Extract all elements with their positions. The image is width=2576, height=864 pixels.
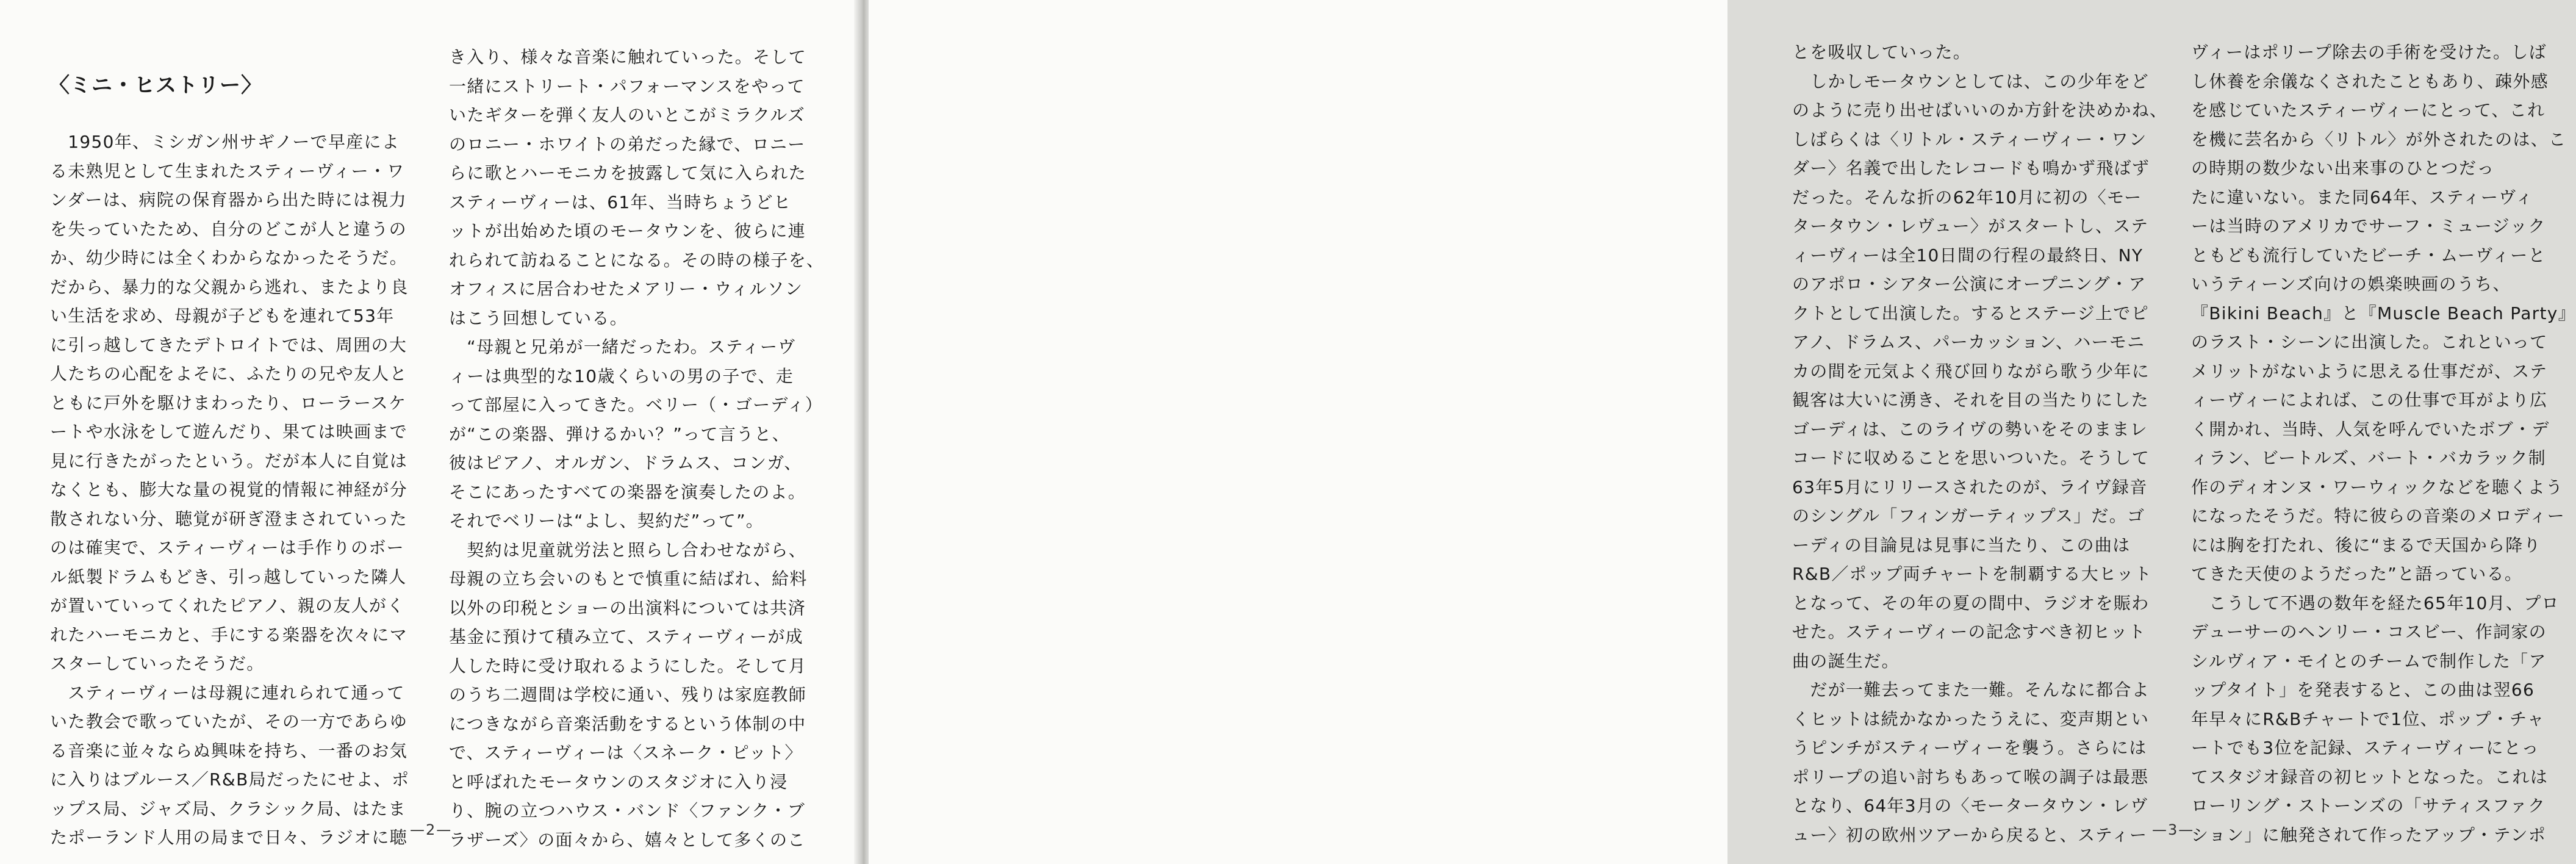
text-line: り、腕の立つハウス・バンド〈ファンク・ブ	[449, 801, 806, 821]
text-line: が置いていってくれたピアノ、親の友人がく	[50, 596, 405, 616]
text-line: R&B／ポップ両チャートを制覇する大ヒット	[1792, 564, 2153, 584]
text-line: ーディの目論見は見事に当たり、この曲は	[1792, 535, 2131, 555]
text-line: しかしモータウンとしては、この少年をど	[1792, 71, 2149, 92]
text-line: タータウン・レヴュー〉がスタートし、ステ	[1792, 216, 2149, 236]
text-line: だが一難去ってまた一難。そんなに都合よ	[1792, 680, 2150, 700]
text-line: ル紙製ドラムもどき、引っ越していった隣人	[50, 566, 407, 587]
text-line: か、幼少時には全くわからなかったそうだ。	[50, 248, 408, 268]
text-line: 作のディオンヌ・ワーウィックなどを聴くよう	[2191, 477, 2564, 497]
text-line: 1950年、ミシガン州サギノーで早産によ	[50, 132, 400, 152]
text-line: たポーランド人用の局まで日々、ラジオに聴	[50, 827, 408, 848]
text-line: 一緒にストリート・パフォーマンスをやって	[449, 76, 805, 96]
left-page-column-2	[449, 43, 824, 854]
text-line: ション」に触発されて作ったアップ・テンポ	[2191, 824, 2547, 845]
text-line: る音楽に並々ならぬ興味を持ち、一番のお気	[50, 740, 408, 761]
text-line: ンダーは、病院の保育器から出た時には視力	[50, 190, 407, 210]
text-line: なくとも、膨大な量の視覚的情報に神経が分	[50, 480, 408, 500]
text-line: せた。スティーヴィーの記念すべき初ヒット	[1792, 622, 2147, 642]
text-line: スティーヴィーは、61年、当時ちょうどヒ	[449, 192, 792, 212]
text-line: 以外の印税とショーの出演料については共済	[449, 597, 806, 618]
text-line: 母親の立ち会いのもとで慎重に結ばれ、給料	[449, 569, 808, 589]
text-line: い生活を求め、母親が子どもを連れて53年	[50, 306, 395, 326]
text-line: ュー〉初の欧州ツアーから戻ると、スティー	[1792, 824, 2148, 845]
text-line: で、スティーヴィーは〈スネーク・ピット〉	[449, 743, 803, 763]
section-title: 〈ミニ・ヒストリー〉	[49, 73, 262, 98]
text-line: を機に芸名から〈リトル〉が外されたのは、こ	[2191, 129, 2567, 149]
text-line: シルヴィア・モイとのチームで制作した「ア	[2191, 650, 2547, 671]
text-line: のシングル「フィンガーティップス」だ。ゴ	[1792, 506, 2145, 526]
text-line: コードに収めることを思いついた。そうして	[1792, 448, 2150, 468]
text-line: ップス局、ジャズ局、クラシック局、はたま	[50, 798, 406, 819]
text-line: 契約は児童就労法と照らし合わせながら、	[449, 539, 807, 560]
text-line: 散されない分、聴覚が研ぎ澄まされていった	[50, 508, 408, 529]
text-line: ともに戸外を駆けまわったり、ローラースケ	[50, 392, 407, 413]
text-line: とを吸収していった。	[1792, 42, 1971, 62]
text-line: れたハーモニカと、手にする楽器を次々にマ	[50, 624, 408, 645]
text-line: となり、64年3月の〈モータータウン・レヴ	[1792, 796, 2148, 816]
text-line: に引っ越してきたデトロイトでは、周囲の大	[50, 334, 407, 355]
text-line: のように売り出せばいいのか方針を決めかね、	[1792, 100, 2168, 120]
text-line: くヒットは続かなかったうえに、変声期とい	[1792, 708, 2150, 729]
text-line: “母親と兄弟が一緒だったわ。スティーヴ	[449, 337, 796, 357]
text-line: てスタジオ録音の初ヒットとなった。これは	[2191, 766, 2549, 787]
text-line: のは確実で、スティーヴィーは手作りのボー	[50, 538, 404, 558]
text-line: となって、その年の夏の間中、ラジオを賑わ	[1792, 592, 2150, 613]
text-line: 観客は大いに湧き、それを目の当たりにした	[1792, 390, 2149, 410]
text-line: れられて訪ねることになる。その時の様子を、	[449, 250, 825, 270]
text-line: になったそうだ。特に彼らの音楽のメロディー	[2191, 506, 2566, 526]
text-line: 曲の誕生だ。	[1792, 650, 1900, 671]
text-line: はこう回想している。	[449, 308, 628, 328]
left-page-column-1	[50, 128, 409, 852]
text-line: を感じていたスティーヴィーにとって、これ	[2191, 100, 2546, 120]
text-line: こうして不遇の数年を経た65年10月、プロ	[2191, 592, 2560, 613]
text-line: ィーヴィーは全10日間の行程の最終日、NY	[1792, 245, 2144, 265]
text-line: カの間を元気よく飛び回りながら歌う少年に	[1792, 361, 2150, 381]
text-line: ラザーズ〉の面々から、嬉々として多くのこ	[449, 829, 806, 850]
text-line: いたギターを弾く友人のいとこがミラクルズ	[449, 105, 806, 125]
text-line: し休養を余儀なくされたこともあり、疎外感	[2191, 71, 2549, 92]
text-line: ィーヴィーによれば、この仕事で耳がより広	[2191, 390, 2548, 410]
text-line: き入り、様々な音楽に触れていった。そして	[449, 47, 807, 67]
text-line: る未熟児として生まれたスティーヴィー・ワ	[50, 160, 405, 181]
text-line: 年早々にR&Bチャートで1位、ポップ・チャ	[2191, 708, 2545, 729]
text-line: スターしていったそうだ。	[50, 653, 265, 674]
text-line: ヴィーはポリープ除去の手術を受けた。しば	[2191, 42, 2547, 62]
text-line: 人した時に受け取れるようにした。そして月	[449, 655, 807, 676]
text-line: ダー〉名義で出したレコードも鳴かず飛ばず	[1792, 158, 2150, 178]
text-line: って部屋に入ってきた。ベリー（・ゴーディ）	[449, 395, 823, 415]
text-line: 63年5月にリリースされたのが、ライヴ録音	[1792, 477, 2148, 497]
text-line: メリットがないように思える仕事だが、ステ	[2191, 361, 2548, 381]
text-line: ップタイト」を発表すると、この曲は翌66	[2191, 680, 2535, 700]
text-line: クトとして出演した。するとステージ上でピ	[1792, 303, 2149, 323]
text-line: のロニー・ホワイトの弟だった縁で、ロニー	[449, 134, 806, 154]
text-line: ートや水泳をして遊んだり、果ては映画まで	[50, 422, 408, 442]
text-line: オフィスに居合わせたメアリー・ウィルソン	[449, 279, 803, 299]
text-line: ートでも3位を記録、スティーヴィーにとっ	[2191, 738, 2539, 758]
left-page	[0, 0, 859, 864]
text-line: のうち二週間は学校に通い、残りは家庭教師	[449, 685, 807, 705]
text-line: らに歌とハーモニカを披露して気に入られた	[449, 163, 807, 183]
text-line: いた教会で歌っていたが、その一方であらゆ	[50, 711, 408, 732]
text-line: ィーは典型的な10歳くらいの男の子で、走	[449, 365, 794, 386]
right-page	[869, 0, 2576, 864]
text-line: と呼ばれたモータウンのスタジオに入り浸	[449, 771, 788, 792]
text-line: が“この楽器、弾けるかい？”って言うと、	[449, 423, 791, 444]
text-line: 彼はピアノ、オルガン、ドラムス、コンガ、	[449, 453, 802, 473]
text-line: デューサーのヘンリー・コスビー、作詞家の	[2191, 622, 2547, 642]
text-line: ゴーディは、このライヴの勢いをそのままレ	[1792, 419, 2148, 439]
text-line: の時期の数少ない出来事のひとつだっ	[2191, 158, 2495, 178]
text-line: そこにあったすべての楽器を演奏したのよ。	[449, 481, 806, 502]
text-line: アノ、ドラムス、パーカッション、ハーモニ	[1792, 332, 2145, 352]
text-line: ーは当時のアメリカでサーフ・ミュージック	[2191, 216, 2546, 236]
text-line: に入りはブルース／R&B局だったにせよ、ポ	[50, 769, 410, 790]
text-line: いうティーンズ向けの娯楽映画のうち、	[2191, 274, 2511, 294]
text-line: ットが出始めた頃のモータウンを、彼らに連	[449, 221, 806, 241]
text-line: だった。そんな折の62年10月に初の〈モー	[1792, 187, 2142, 207]
text-line: だから、暴力的な父親から逃れ、またより良	[50, 276, 409, 297]
text-line: のラスト・シーンに出演した。これといって	[2191, 332, 2548, 352]
text-line: うピンチがスティーヴィーを襲う。さらには	[1792, 738, 2147, 758]
text-line: には胸を打たれ、後に“まるで天国から降り	[2191, 535, 2541, 555]
text-line: ともども流行していたビーチ・ムーヴィーと	[2191, 245, 2546, 265]
text-line: 人たちの心配をよそに、ふたりの兄や友人と	[50, 364, 408, 384]
text-line: を失っていたため、自分のどこが人と違うの	[50, 218, 407, 239]
text-line: たに違いない。また同64年、スティーヴィ	[2191, 187, 2534, 207]
text-line: スティーヴィーは母親に連れられて通って	[50, 682, 405, 703]
text-line: 『Bikini Beach』と『Muscle Beach Party』	[2191, 303, 2576, 323]
right-page-column-2	[2191, 38, 2576, 849]
text-line: のアポロ・シアター公演にオープニング・ア	[1792, 274, 2147, 294]
text-line: につきながら音楽活動をするという体制の中	[449, 713, 806, 734]
text-line: しばらくは〈リトル・スティーヴィー・ワン	[1792, 129, 2147, 149]
text-line: それでベリーは“よし、契約だ”って”。	[449, 511, 764, 531]
text-line: てきた天使のようだった”と語っている。	[2191, 564, 2523, 584]
page-number-left: —2—	[410, 821, 453, 838]
text-line: く開かれ、当時、人気を呼んでいたボブ・デ	[2191, 419, 2550, 439]
text-line: 見に行きたがったという。だが本人に自覚は	[50, 450, 408, 471]
page-number-right: —3—	[2152, 821, 2195, 838]
right-page-column-1	[1792, 38, 2167, 849]
text-line: ローリング・ストーンズの「サティスファク	[2191, 796, 2546, 816]
text-line: ィラン、ビートルズ、バート・バカラック制	[2191, 448, 2547, 468]
text-line: ポリープの追い討ちもあって喉の調子は最悪	[1792, 766, 2149, 787]
text-line: 基金に預けて積み立て、スティーヴィーが成	[449, 627, 803, 647]
